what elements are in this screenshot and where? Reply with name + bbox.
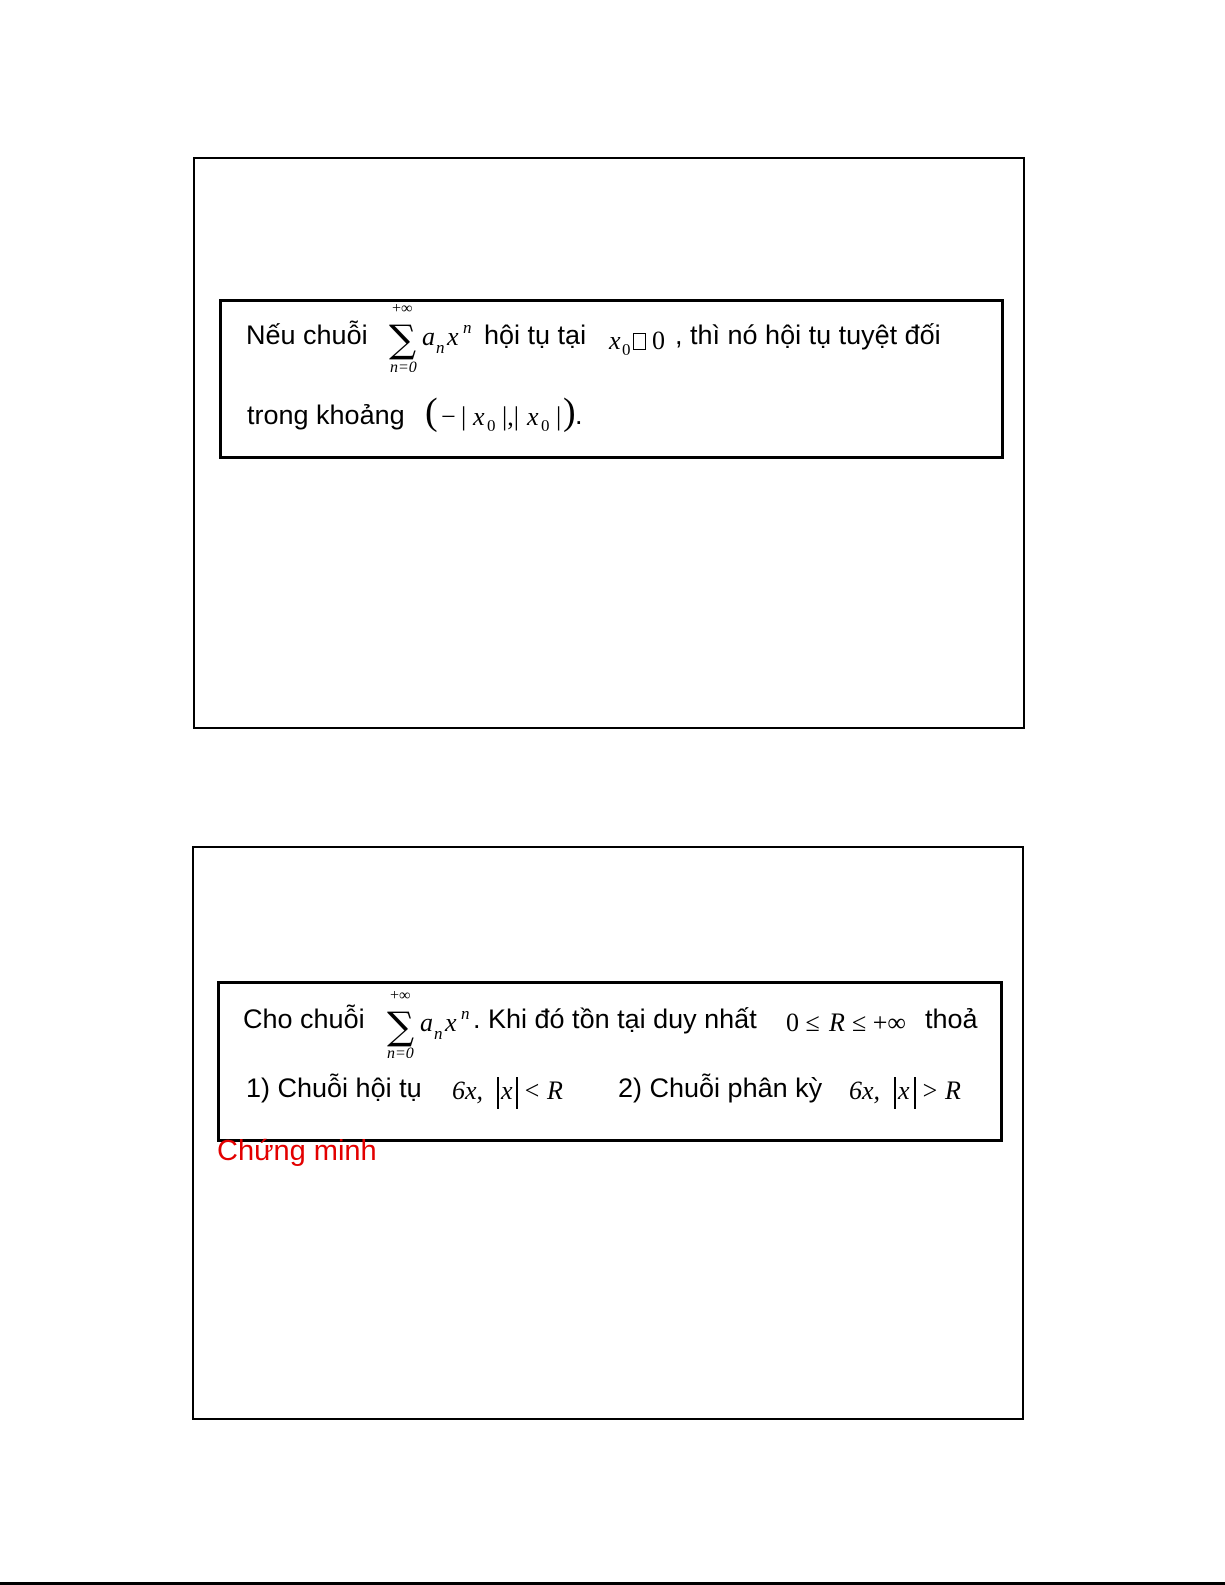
interval-sub-left: 0 [487,416,496,435]
theorem-1-period: . [575,400,583,430]
theorem-2-line1-middle: . Khi đó tồn tại duy nhất [473,1004,757,1034]
term-x: x [445,1008,457,1037]
theorem-box-1 [219,299,1004,459]
interval-bar-right: | [556,402,562,431]
interval-minus: − [441,402,456,431]
term-a: a [422,322,435,351]
term-a: a [420,1008,433,1037]
item-2-expression-prefix: 6x, [849,1076,881,1105]
item-1-label: 1) Chuỗi hội tụ [246,1073,422,1103]
x0-x: x [609,326,621,355]
item-2-relation: > R [921,1076,961,1105]
item-1-expression-prefix: 6x, [452,1076,484,1105]
interval-mid-separator: |,| [502,402,519,431]
theorem-1-line1-middle: hội tụ tại [484,320,587,350]
theorem-2-line1-prefix: Cho chuỗi [243,1004,365,1034]
interval-x-left: x [473,402,485,431]
term-x-superscript: n [461,1004,470,1023]
interval-sub-right: 0 [541,416,550,435]
proof-label: Chứng minh [217,1135,377,1167]
theorem-1-line2-prefix: trong khoảng [247,400,405,430]
term-a-subscript: n [434,1024,443,1043]
sum-upper-limit: +∞ [392,300,413,317]
term-a-subscript: n [436,338,445,357]
sigma-symbol: ∑ [389,317,417,361]
abs-bar-right [914,1077,916,1109]
condition-R: R [829,1008,845,1037]
term-x: x [447,322,459,351]
theorem-1-line1-prefix: Nếu chuỗi [246,320,368,350]
abs-bar-right [516,1077,518,1109]
interval-x-right: x [527,402,539,431]
item-1-x: x [501,1076,513,1105]
condition-tail: ≤ +∞ [852,1008,906,1037]
interval-close-paren: ) [563,391,576,433]
x0-zero: 0 [652,326,665,355]
theorem-box-2 [217,981,1003,1142]
abs-bar-left [497,1077,499,1109]
abs-bar-left [894,1077,896,1109]
condition-zero: 0 ≤ [786,1008,820,1037]
x0-subscript: 0 [622,340,631,359]
interval-open-paren: ( [425,391,438,433]
sum-lower-limit: n=0 [390,359,417,376]
slide-1 [193,157,1025,729]
item-2-x: x [898,1076,910,1105]
slide-2 [192,846,1024,1420]
theorem-2-line1-suffix: thoả [925,1004,978,1034]
interval-bar-left: | [461,402,467,431]
item-1-relation: < R [523,1076,563,1105]
term-x-superscript: n [463,318,472,337]
missing-glyph-box [633,333,646,350]
sum-lower-limit: n=0 [387,1045,414,1062]
theorem-1-line1-suffix: , thì nó hội tụ tuyệt đối [675,320,941,350]
sigma-symbol: ∑ [387,1004,415,1048]
item-2-label: 2) Chuỗi phân kỳ [618,1073,823,1103]
sum-upper-limit: +∞ [390,987,411,1004]
